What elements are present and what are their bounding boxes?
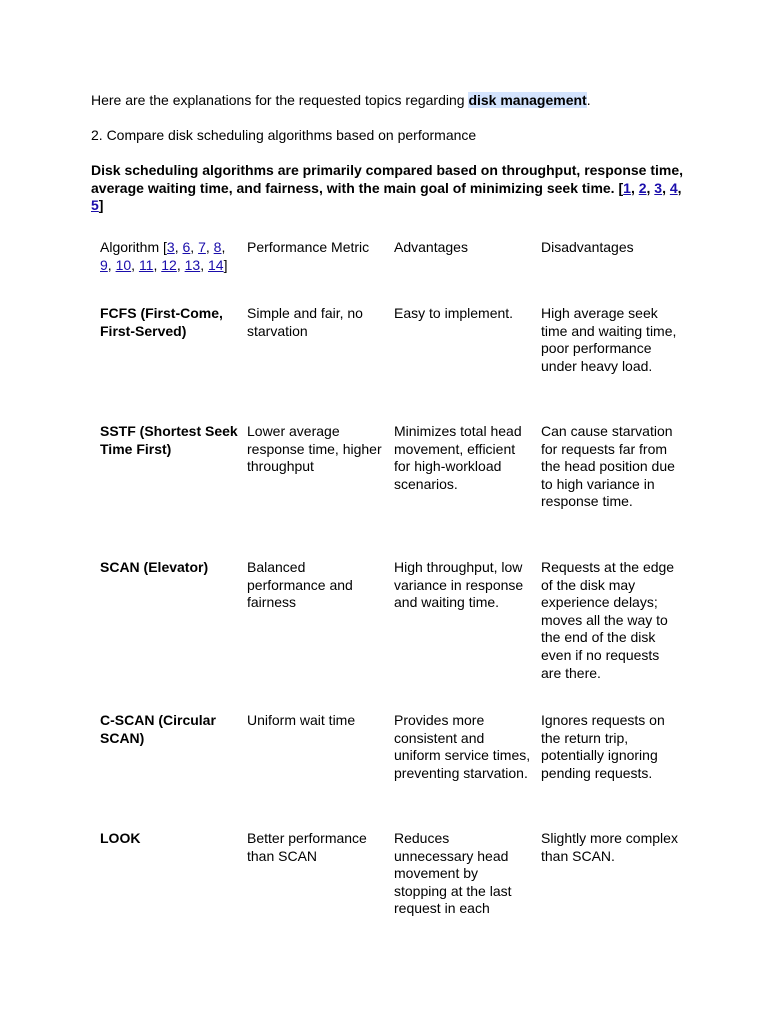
citation-link[interactable]: 11 (138, 256, 154, 273)
metric-cell: Balanced performance and fairness (247, 559, 353, 611)
header-metric: Performance Metric (247, 239, 370, 255)
citation-link[interactable]: 5 (91, 197, 99, 214)
metric-cell: Uniform wait time (247, 712, 356, 728)
citation-link[interactable]: 6 (182, 239, 191, 255)
citation-link[interactable]: 9 (100, 256, 108, 273)
algorithm-cell: FCFS (First-Come, First-Served) (100, 305, 223, 339)
citation-link[interactable]: 13 (184, 256, 201, 273)
summary-paragraph: Disk scheduling algorithms are primarily compared based on throughput, response time, average waiting time, and fairness, with the main goal of minimizing seek time. [1, 2, 3, 4, 5] (91, 162, 684, 214)
algorithm-cell: LOOK (100, 830, 141, 846)
summary-text: Disk scheduling algorithms are primarily compared based on throughput, response time, average waiting time, and fairness, with the main goal of minimizing seek time. (91, 162, 684, 196)
advantages-cell: Provides more consistent and uniform service times, preventing starvation. (394, 712, 531, 781)
citation-link[interactable]: 10 (115, 256, 132, 273)
header-algorithm-label: Algorithm (100, 239, 160, 255)
metric-cell: Simple and fair, no starvation (247, 305, 363, 339)
header-advantages: Advantages (394, 239, 468, 255)
citation-link[interactable]: 7 (198, 239, 206, 255)
citation-link[interactable]: 14 (207, 256, 224, 273)
advantages-cell: High throughput, low variance in response and waiting time. (394, 559, 524, 611)
metric-cell: Lower average response time, higher throughput (247, 423, 382, 475)
citation-link[interactable]: 8 (213, 239, 222, 255)
disadvantages-cell: Slightly more complex than SCAN. (541, 830, 678, 864)
disadvantages-cell: Requests at the edge of the disk may experience delays; moves all the way to the end of the disk even if no requests are there. (541, 559, 675, 681)
algorithm-cell: C-SCAN (Circular SCAN) (100, 712, 216, 746)
metric-cell: Better performance than SCAN (247, 830, 367, 864)
advantages-cell: Reduces unnecessary head movement by stopping at the last request in each (394, 830, 512, 917)
citation-link[interactable]: 12 (161, 256, 177, 273)
disadvantages-cell: Can cause starvation for requests far from the head position due to high variance in response time. (541, 423, 675, 510)
question-heading: 2. Compare disk scheduling algorithms based on performance (91, 127, 477, 143)
citation-link[interactable]: 1 (623, 179, 631, 196)
algorithm-cell: SCAN (Elevator) (100, 559, 209, 575)
intro-text: Here are the explanations for the requested topics regarding (91, 92, 469, 108)
header-algorithm: Algorithm [3, 6, 7, 8, 9, 10, 11, 12, 13, 14] (100, 239, 228, 273)
highlighted-term[interactable]: disk management (468, 92, 587, 108)
disadvantages-cell: High average seek time and waiting time, poor performance under heavy load. (541, 305, 677, 374)
header-disadvantages: Disadvantages (541, 239, 634, 255)
citation-link[interactable]: 3 (654, 179, 663, 196)
citation-link[interactable]: 2 (638, 179, 647, 196)
intro-period: . (586, 92, 591, 108)
algorithm-cell: SSTF (Shortest Seek Time First) (100, 423, 238, 457)
citation-link[interactable]: 4 (669, 179, 678, 196)
intro-line (91, 92, 591, 110)
citation-link[interactable]: 3 (166, 239, 175, 255)
advantages-cell: Easy to implement. (394, 305, 514, 321)
disadvantages-cell: Ignores requests on the return trip, potentially ignoring pending requests. (541, 712, 665, 781)
advantages-cell: Minimizes total head movement, efficient for high-workload scenarios. (394, 423, 522, 492)
